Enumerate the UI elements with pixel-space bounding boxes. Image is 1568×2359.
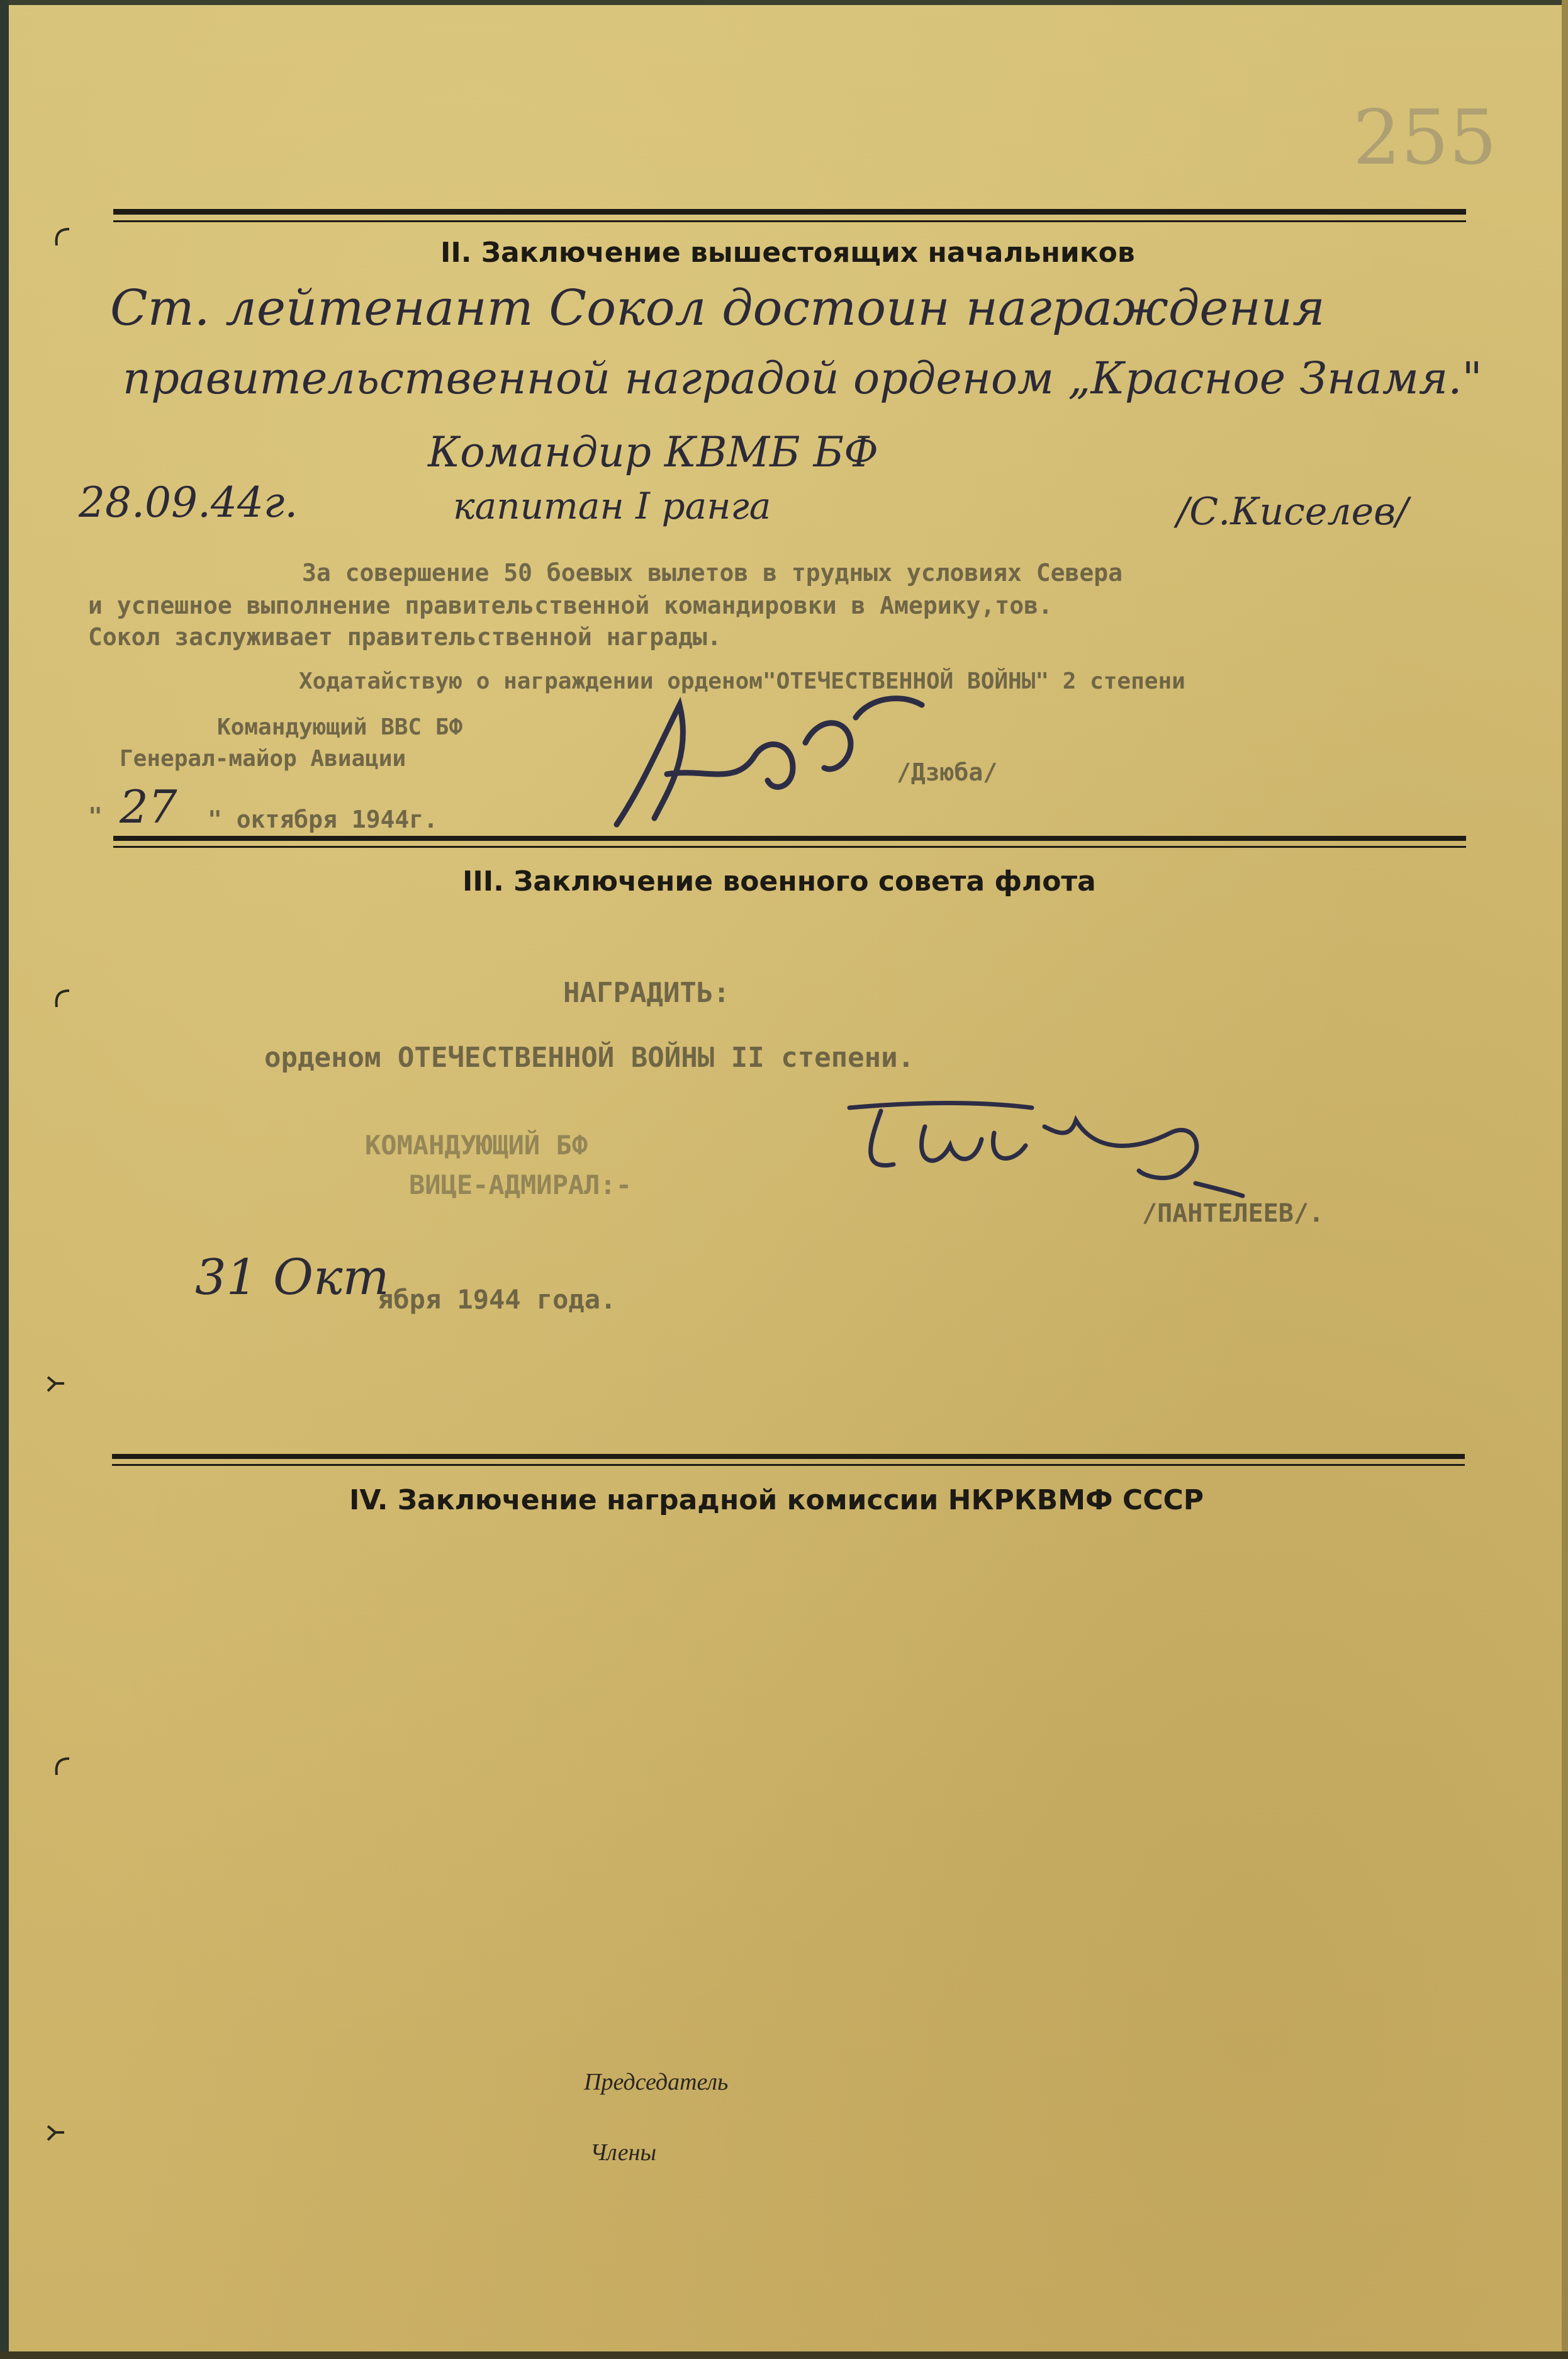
members-label: Члены bbox=[590, 2139, 657, 2166]
hole-punch-mark bbox=[52, 1756, 73, 1777]
section-3-heading: III. Заключение военного совета флота bbox=[462, 865, 1096, 898]
typed-recommendation-line-1: За совершение 50 боевых вылетов в трудных условиях Севера bbox=[302, 559, 1123, 587]
typed-petition-line: Ходатайствую о награждении орденом"ОТЕЧЕСТВЕННОЙ ВОЙНЫ" 2 степени bbox=[299, 668, 1185, 694]
scan-border-left bbox=[0, 0, 9, 2359]
chairman-label: Председатель bbox=[584, 2069, 729, 2095]
date-quote-open: " bbox=[88, 802, 103, 830]
handwritten-date: 28.09.44г. bbox=[79, 478, 298, 527]
handwritten-commander-title: Командир КВМБ БФ bbox=[428, 428, 878, 476]
handwritten-rank: капитан I ранга bbox=[453, 485, 771, 527]
fleet-commander-signature bbox=[843, 1095, 1246, 1208]
section-divider bbox=[113, 209, 1466, 215]
typed-fleet-commander-rank: ВИЦЕ-АДМИРАЛ:- bbox=[409, 1169, 632, 1200]
handwritten-fleet-date-day: 31 Окт bbox=[195, 1249, 389, 1306]
typed-award-decision: НАГРАДИТЬ: bbox=[563, 977, 730, 1009]
archive-page-number: 255 bbox=[1353, 94, 1498, 182]
typed-fleet-commander-position: КОМАНДУЮЩИЙ БФ bbox=[365, 1130, 588, 1161]
hole-punch-mark bbox=[52, 988, 73, 1010]
handwritten-signature-name: /С.Киселев/ bbox=[1177, 490, 1409, 534]
hole-punch-mark bbox=[45, 2121, 67, 2142]
section-divider bbox=[112, 1454, 1465, 1459]
scan-border-bottom bbox=[0, 2351, 1568, 2359]
scan-border-right bbox=[1562, 0, 1568, 2359]
typed-fleet-signature-name: /ПАНТЕЛЕЕВ/. bbox=[1142, 1199, 1324, 1228]
handwritten-date-day: 27 bbox=[120, 780, 177, 833]
commander-signature bbox=[604, 680, 931, 831]
section-divider bbox=[113, 846, 1466, 848]
typed-date: " октября 1944г. bbox=[208, 806, 439, 833]
handwritten-conclusion-line-1: Ст. лейтенант Сокол достоин награждения bbox=[110, 280, 1325, 337]
typed-recommendation-line-3: Сокол заслуживает правительственной награды. bbox=[88, 623, 722, 651]
section-2-heading: II. Заключение вышестоящих начальников bbox=[440, 237, 1135, 269]
typed-commander-rank: Генерал-майор Авиации bbox=[120, 746, 406, 772]
typed-award-order: орденом ОТЕЧЕСТВЕННОЙ ВОЙНЫ II степени. bbox=[264, 1042, 915, 1074]
typed-fleet-date: ября 1944 года. bbox=[378, 1284, 617, 1315]
scan-border-top bbox=[0, 0, 1568, 5]
typed-signature-name: /Дзюба/ bbox=[897, 758, 998, 786]
typed-commander-position: Командующий ВВС БФ bbox=[217, 714, 463, 740]
section-4-heading: IV. Заключение наградной комиссии НКРКВМФ СССР bbox=[349, 1484, 1204, 1516]
handwritten-conclusion-line-2: правительственной наградой орденом „Красное Знамя." bbox=[123, 352, 1482, 404]
typed-recommendation-line-2: и успешное выполнение правительственной командировки в Америку,тов. bbox=[88, 592, 1053, 619]
section-divider bbox=[112, 1464, 1465, 1466]
hole-punch-mark bbox=[45, 1372, 67, 1393]
hole-punch-mark bbox=[52, 227, 73, 248]
section-divider bbox=[113, 220, 1466, 222]
section-divider bbox=[113, 836, 1466, 841]
